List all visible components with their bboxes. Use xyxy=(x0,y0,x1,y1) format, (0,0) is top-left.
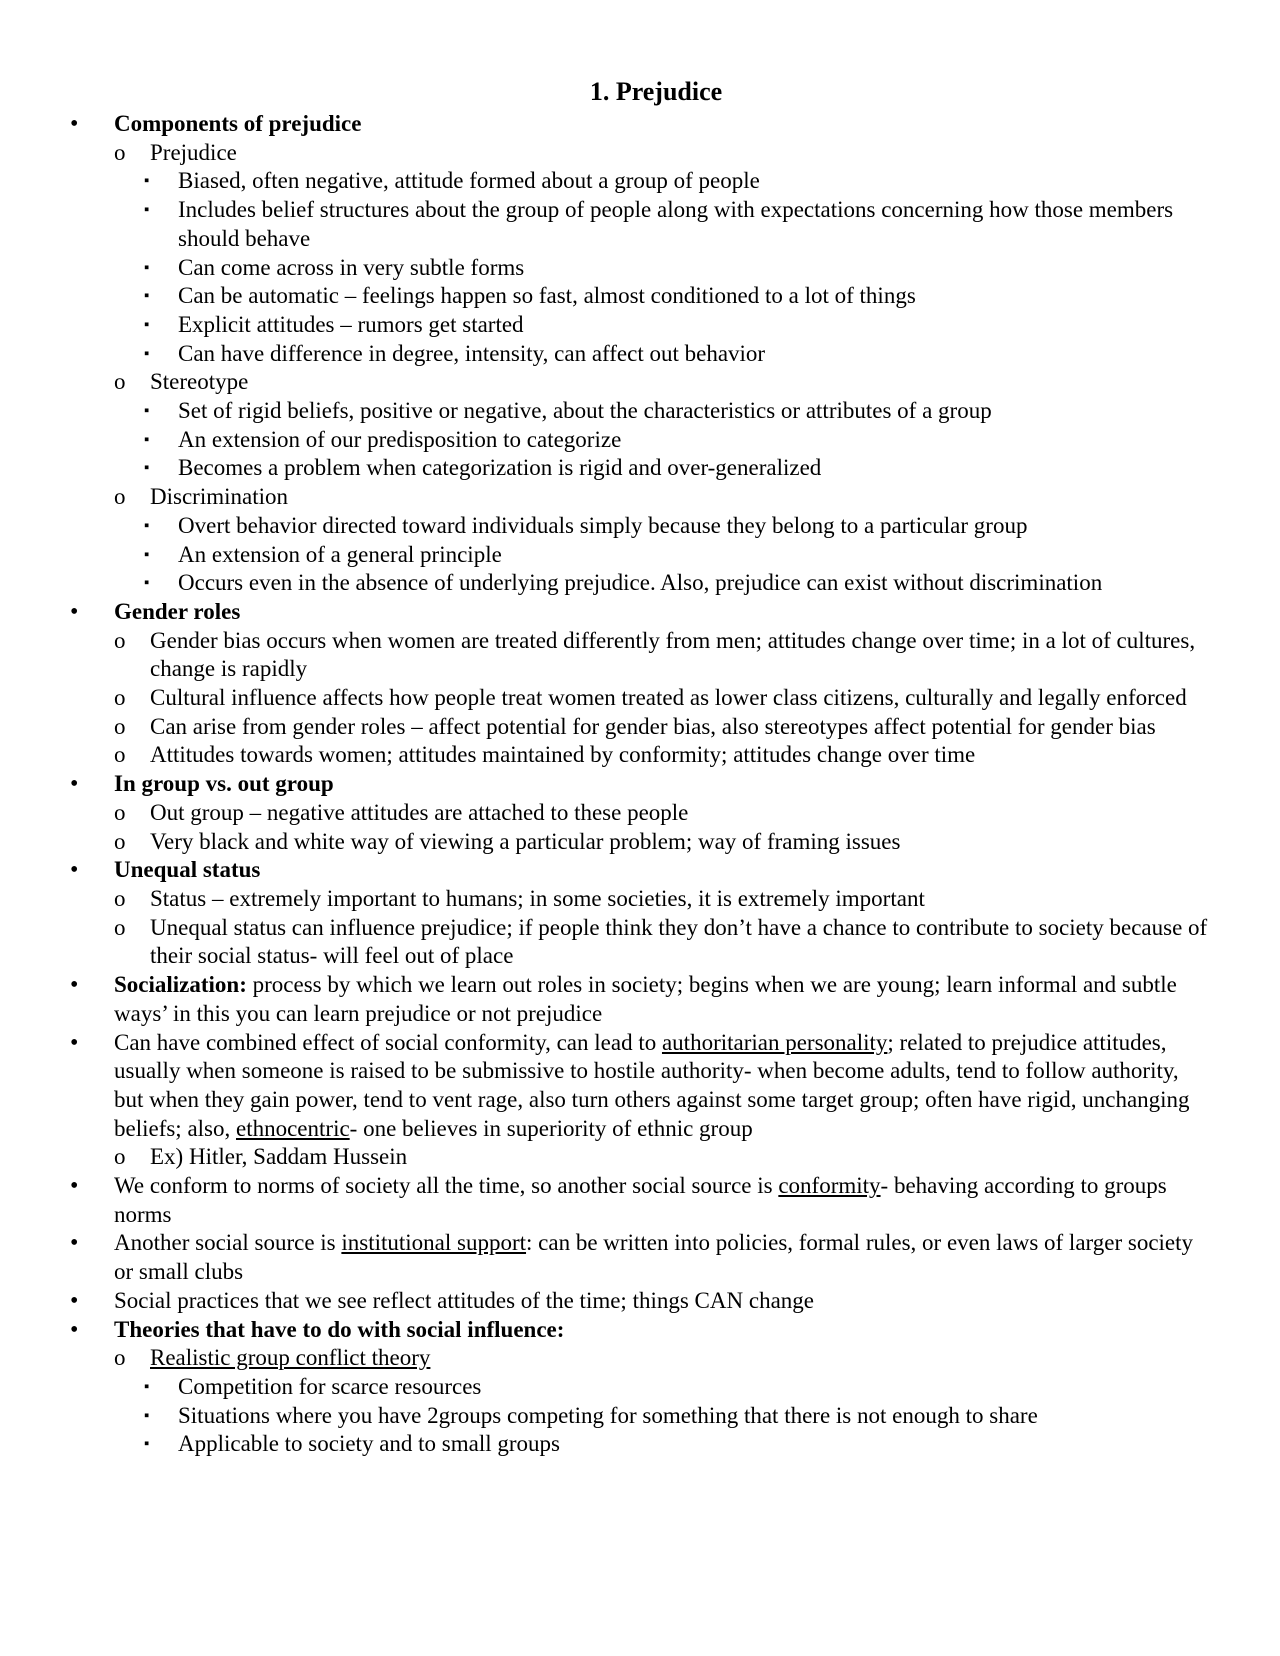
item-text: : can be written into policies, formal rules, or even laws of larger society or small clubs xyxy=(114,1230,1194,1285)
item-text: Status – extremely important to humans; in some societies, it is extremely important xyxy=(150,885,925,911)
item-text: Biased, often negative, attitude formed about a group of people xyxy=(178,168,760,194)
circle-bullet-icon: o xyxy=(114,1345,126,1371)
bullet-icon: • xyxy=(70,857,79,884)
list-item xyxy=(0,426,1280,455)
underlined-term: Realistic group conflict theory xyxy=(150,1345,431,1371)
section-heading: In group vs. out group xyxy=(114,771,334,797)
square-bullet-icon: ▪ xyxy=(144,345,150,362)
bullet-icon: • xyxy=(70,1287,79,1314)
list-item xyxy=(0,1430,1280,1459)
list-item xyxy=(0,512,1280,541)
list-item xyxy=(0,139,1280,168)
list-item xyxy=(0,397,1280,426)
list-item xyxy=(0,1287,1280,1316)
circle-bullet-icon: o xyxy=(114,139,126,165)
list-item xyxy=(0,1229,1280,1286)
bullet-icon: • xyxy=(70,598,79,625)
bullet-icon: • xyxy=(70,1230,79,1257)
list-item xyxy=(0,569,1280,598)
item-text: Can arise from gender roles – affect potential for gender bias, also stereotypes affect potential for gender bias xyxy=(150,713,1156,739)
page-title: 1. Prejudice xyxy=(589,77,723,106)
item-text: Can have combined effect of social conformity, can lead to xyxy=(114,1029,662,1055)
list-item xyxy=(0,454,1280,483)
list-item xyxy=(0,1344,1280,1373)
section-heading: Components of prejudice xyxy=(114,111,362,136)
item-text: Can have difference in degree, intensity, can affect out behavior xyxy=(178,340,766,366)
square-bullet-icon: ▪ xyxy=(144,202,150,219)
item-text: Applicable to society and to small groups xyxy=(178,1431,560,1457)
circle-bullet-icon: o xyxy=(114,369,126,395)
item-text: We conform to norms of society all the time, so another social source is xyxy=(114,1173,779,1199)
item-text: Gender bias occurs when women are treated differently from men; attitudes change over time; in a lot of cultures, change is rapidly xyxy=(150,627,1196,682)
underlined-term: institutional support xyxy=(341,1230,527,1256)
underlined-term: ethnocentric xyxy=(236,1115,350,1141)
list-item xyxy=(0,1316,1280,1345)
list-item xyxy=(0,254,1280,283)
list-item xyxy=(0,856,1280,885)
list-item xyxy=(0,311,1280,340)
circle-bullet-icon: o xyxy=(114,799,126,825)
square-bullet-icon: ▪ xyxy=(144,316,150,333)
item-text: Out group – negative attitudes are attached to these people xyxy=(150,799,689,825)
circle-bullet-icon: o xyxy=(114,685,126,711)
item-text: An extension of a general principle xyxy=(178,541,502,567)
square-bullet-icon: ▪ xyxy=(144,460,150,477)
item-text: Becomes a problem when categorization is rigid and over-generalized xyxy=(178,455,822,481)
item-text: - behaving according to groups norms xyxy=(114,1173,1167,1227)
item-text: - one believes in superiority of ethnic group xyxy=(349,1115,753,1141)
square-bullet-icon: ▪ xyxy=(144,517,150,534)
item-text: process by which we learn out roles in society; begins when we are young; learn informal and subtle ways’ in this you can learn prejudice or not prejudice xyxy=(114,972,1177,1026)
list-item xyxy=(0,914,1280,971)
list-item xyxy=(0,770,1280,799)
square-bullet-icon: ▪ xyxy=(144,546,150,563)
bullet-icon: • xyxy=(70,111,79,137)
bullet-icon: • xyxy=(70,1316,79,1343)
circle-bullet-icon: o xyxy=(114,484,126,510)
list-item xyxy=(0,741,1280,770)
square-bullet-icon: ▪ xyxy=(144,431,150,448)
item-text: Overt behavior directed toward individuals simply because they belong to a particular group xyxy=(178,512,1028,538)
square-bullet-icon: ▪ xyxy=(144,259,150,276)
document-body xyxy=(0,110,1280,1459)
item-text: ; related to prejudice attitudes, usually when someone is raised to be submissive to hostile authority- when become adults, tend to follow authority, but when they gain power, tend to vent rage, also turn others against some target group; often have rigid, unchanging beliefs; also, xyxy=(114,1029,1190,1141)
section-heading: Unequal status xyxy=(114,857,261,883)
item-text: Cultural influence affects how people treat women treated as lower class citizens, culturally and legally enforced xyxy=(150,685,1187,711)
section-heading: Theories that have to do with social influence: xyxy=(114,1316,565,1342)
circle-bullet-icon: o xyxy=(114,627,126,653)
subheading: Discrimination xyxy=(150,484,288,510)
square-bullet-icon: ▪ xyxy=(144,403,150,420)
circle-bullet-icon: o xyxy=(114,1144,126,1170)
list-item xyxy=(0,1029,1280,1144)
subheading: Stereotype xyxy=(150,369,249,395)
item-text: Can be automatic – feelings happen so fast, almost conditioned to a lot of things xyxy=(178,283,916,309)
item-text: Attitudes towards women; attitudes maintained by conformity; attitudes change over time xyxy=(150,742,976,768)
square-bullet-icon: ▪ xyxy=(144,1436,150,1453)
bullet-icon: • xyxy=(70,1173,79,1200)
subheading: Prejudice xyxy=(150,139,237,165)
circle-bullet-icon: o xyxy=(114,914,126,940)
list-item xyxy=(0,1172,1280,1229)
list-item xyxy=(0,598,1280,627)
item-text: Set of rigid beliefs, positive or negative, about the characteristics or attributes of a group xyxy=(178,398,992,424)
list-item xyxy=(0,713,1280,742)
underlined-term: authoritarian personality xyxy=(661,1029,888,1055)
item-text: Situations where you have 2groups competing for something that there is not enough to share xyxy=(178,1402,1038,1428)
square-bullet-icon: ▪ xyxy=(144,575,150,592)
item-text: Social practices that we see reflect attitudes of the time; things CAN change xyxy=(114,1287,814,1313)
bullet-icon: • xyxy=(70,1029,79,1056)
item-text: Competition for scarce resources xyxy=(178,1373,482,1399)
item-text: Includes belief structures about the group of people along with expectations concerning how those members should behave xyxy=(178,197,1174,251)
list-item xyxy=(0,684,1280,713)
square-bullet-icon: ▪ xyxy=(144,1407,150,1424)
list-item xyxy=(0,368,1280,397)
list-item xyxy=(0,627,1280,684)
underlined-term: conformity xyxy=(778,1173,881,1199)
list-item xyxy=(0,541,1280,570)
list-item xyxy=(0,483,1280,512)
list-item xyxy=(0,828,1280,857)
item-text: Ex) Hitler, Saddam Hussein xyxy=(150,1144,408,1170)
square-bullet-icon: ▪ xyxy=(144,173,150,190)
circle-bullet-icon: o xyxy=(114,742,126,768)
item-text: Explicit attitudes – rumors get started xyxy=(178,311,524,337)
square-bullet-icon: ▪ xyxy=(144,288,150,305)
list-item xyxy=(0,340,1280,369)
list-item xyxy=(0,1373,1280,1402)
circle-bullet-icon: o xyxy=(114,828,126,854)
list-item xyxy=(0,1143,1280,1172)
item-text: An extension of our predisposition to categorize xyxy=(178,426,622,452)
square-bullet-icon: ▪ xyxy=(144,1378,150,1395)
item-text: Occurs even in the absence of underlying prejudice. Also, prejudice can exist without discrimination xyxy=(178,570,1103,596)
circle-bullet-icon: o xyxy=(114,713,126,739)
list-item xyxy=(0,1402,1280,1431)
section-heading: Gender roles xyxy=(114,598,241,624)
circle-bullet-icon: o xyxy=(114,885,126,911)
item-text: Very black and white way of viewing a particular problem; way of framing issues xyxy=(150,828,901,854)
list-item xyxy=(0,885,1280,914)
bullet-icon: • xyxy=(70,972,79,999)
list-item xyxy=(0,971,1280,1028)
list-item xyxy=(0,799,1280,828)
item-text: Another social source is xyxy=(114,1230,342,1256)
list-item xyxy=(0,167,1280,196)
term-label: Socialization: xyxy=(114,972,247,998)
list-item xyxy=(0,196,1280,253)
item-text: Unequal status can influence prejudice; if people think they don’t have a chance to contribute to society because of their social status- will feel out of place xyxy=(150,914,1208,969)
bullet-icon: • xyxy=(70,771,79,798)
list-item xyxy=(0,282,1280,311)
list-item xyxy=(0,110,1280,139)
item-text: Can come across in very subtle forms xyxy=(178,254,525,280)
